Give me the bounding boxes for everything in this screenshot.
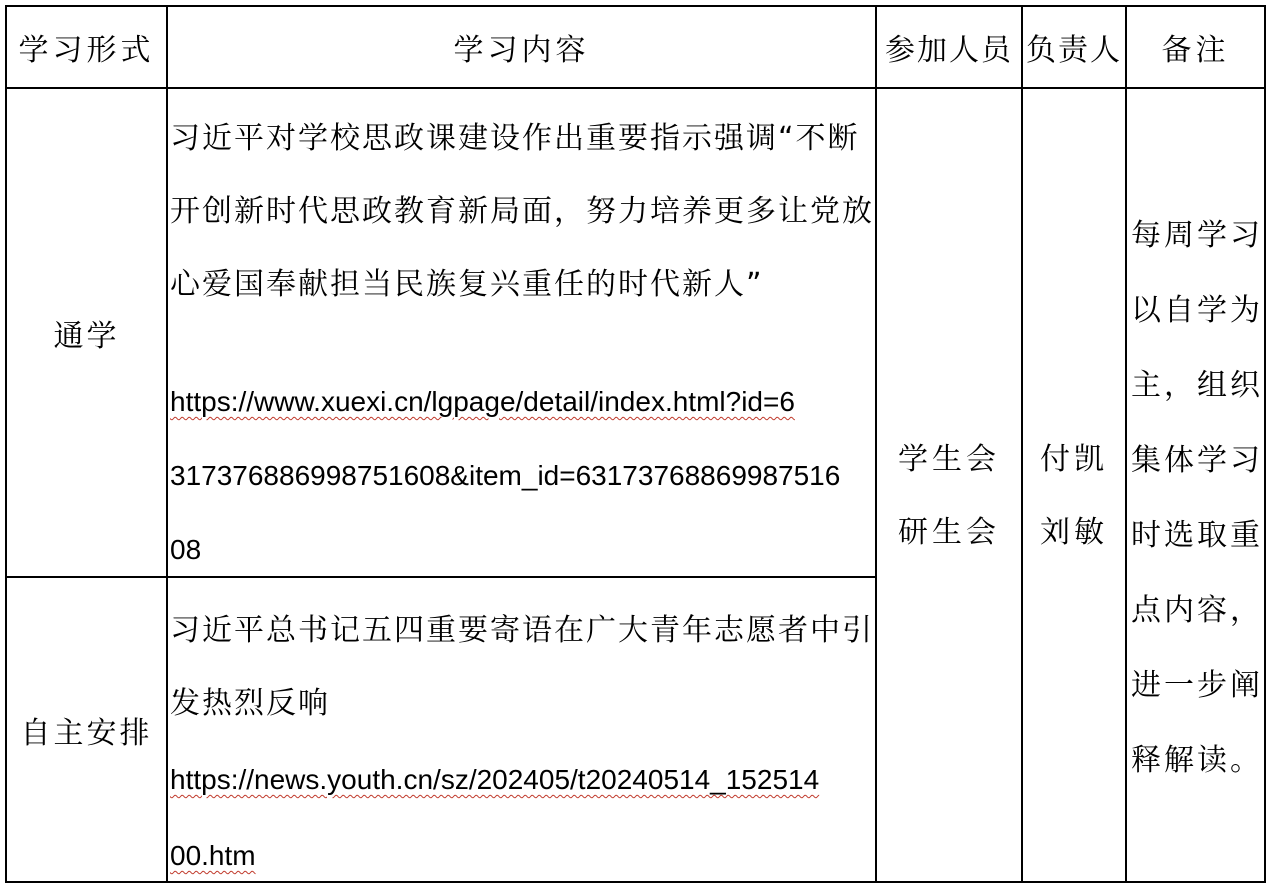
content-line: 习近平总书记五四重要寄语在广大青年志愿者中引 (170, 613, 874, 648)
link-line[interactable] (170, 818, 874, 894)
header-owner: 负责人 (1026, 33, 1122, 68)
remarks-cell (1131, 198, 1265, 798)
link-text[interactable]: 00.htm (170, 840, 256, 871)
remarks-line: 点内容， (1131, 593, 1263, 628)
remarks-line: 集体学习 (1131, 443, 1263, 478)
header-participants: 参加人员 (885, 33, 1013, 68)
participant: 研生会 (898, 515, 1000, 550)
row2-study-form: 自主安排 (20, 715, 153, 751)
link-text[interactable]: 08 (170, 534, 202, 565)
remarks-line: 以自学为 (1131, 293, 1263, 328)
remarks-line: 主，组织 (1131, 368, 1263, 403)
remarks-line: 释解读。 (1131, 743, 1263, 778)
content-line: 心爱国奉献担当民族复兴重任的时代新人” (170, 267, 764, 302)
link-text[interactable]: 317376886998751608&item_id=63173768869987516 (170, 460, 841, 491)
header-study-form: 学习形式 (18, 33, 155, 68)
row2-study-link[interactable] (170, 742, 874, 894)
link-line[interactable] (170, 365, 874, 439)
header-study-content: 学习内容 (453, 33, 590, 68)
content-line: 习近平对学校思政课建设作出重要指示强调“不断 (170, 121, 860, 156)
remarks-line: 进一步阐 (1131, 668, 1263, 703)
link-line[interactable] (170, 742, 874, 818)
header-remarks: 备注 (1161, 33, 1230, 68)
col-divider-1 (166, 5, 168, 883)
row1-study-content (170, 102, 874, 321)
owner-name: 刘敏 (1040, 515, 1108, 550)
participant: 学生会 (898, 442, 1000, 477)
remarks-line: 每周学习 (1131, 218, 1263, 253)
col-divider-4 (1125, 5, 1127, 883)
row1-study-form: 通学 (53, 318, 120, 354)
owner-name: 付凯 (1040, 442, 1108, 477)
content-line: 开创新时代思政教育新局面，努力培养更多让党放 (170, 194, 874, 229)
participants-cell (877, 423, 1021, 569)
remarks-line: 时选取重 (1131, 518, 1263, 553)
link-text[interactable]: https://news.youth.cn/sz/202405/t20240514_152514 (170, 764, 820, 795)
row1-study-link[interactable] (170, 365, 874, 587)
content-line: 发热烈反响 (170, 686, 330, 721)
link-text[interactable]: https://www.xuexi.cn/lgpage/detail/index.html?id=6 (170, 386, 795, 417)
row2-study-content (170, 594, 874, 740)
link-line[interactable] (170, 439, 874, 513)
link-line[interactable] (170, 513, 874, 587)
owner-cell (1023, 423, 1125, 569)
